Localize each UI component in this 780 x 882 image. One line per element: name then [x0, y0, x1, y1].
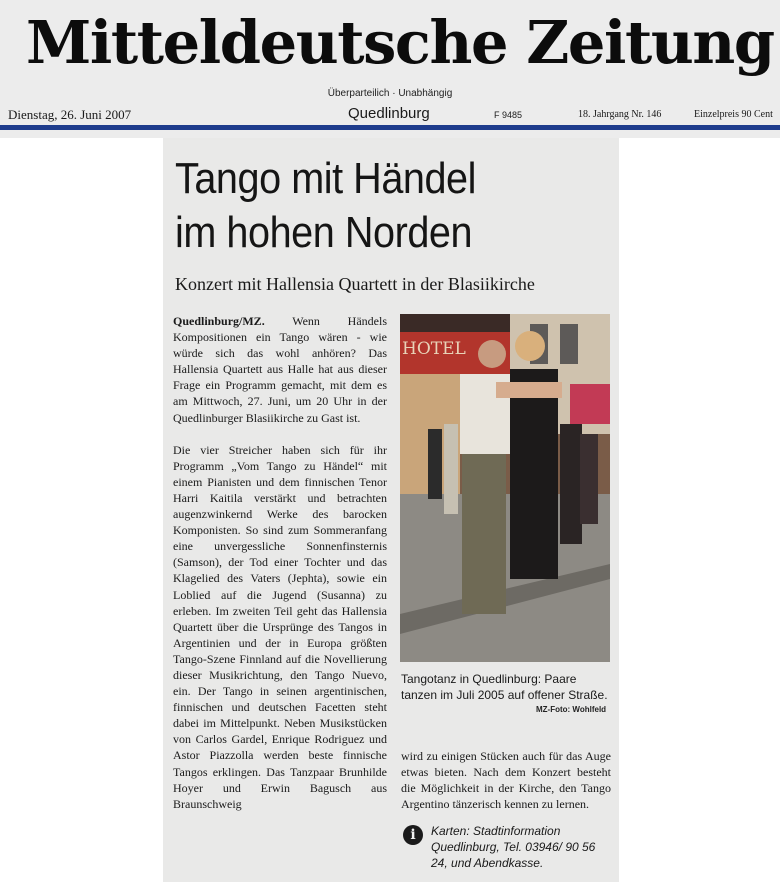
tango-photo — [400, 314, 610, 662]
photo-caption: Tangotanz in Quedlinburg: Paare tanzen im Juli 2005 auf offener Straße. — [401, 672, 608, 702]
article-subheadline: Konzert mit Hallensia Quartett in der Blasiikirche — [175, 274, 535, 294]
tango-photo-illustration — [400, 314, 610, 662]
article-clipping — [163, 138, 619, 882]
volume-number: 18. Jahrgang Nr. 146 — [578, 109, 662, 120]
paragraph-2: Die vier Streicher haben sich für ihr Programm „Vom Tango zu Händel“ mit einem Pianisten und dem finnischen Tenor Harri Kaitila verstärkt und betrachten augenzwinkernd Werke des barocken Komponisten. So sind zum Sommeranfang eine unvergessliche Sonnenfinsternis (Samson), der Tod einer Tochter und das Klagelied des Vaters (Jephta), sowie ein Loblied auf die Jugend (Susanna) zu erleben. Im zweiten Teil geht das Hallensia Quartett über die Ursprünge des Tangos in Argentinien und der in Europa größten Tango-Szene Finnland auf die Novellierung dieser Musikrichtung, den Tango Nuevo, ein. Der Tango in seinen argentinischen, finnischen und deutschen Facetten steht dabei im Mittelpunkt. Neben Musikstücken von Carlos Gardel, Enrique Rodriguez und Astor Piazzolla werden beste finnische Tangos erklingen. Das Tanzpaar Brunhilde Hoyer und Erwin Bagusch aus Braunschweig — [173, 442, 387, 811]
paragraph-1 — [173, 313, 387, 426]
dateline: Quedlinburg/MZ. — [173, 314, 265, 328]
headline-line-2: im hohen Norden — [175, 208, 473, 257]
newspaper-title: Mitteldeutsche Zeitung — [26, 8, 774, 77]
issue-code: F 9485 — [494, 110, 523, 120]
newspaper-tagline: Überparteilich · Unabhängig — [327, 88, 453, 99]
issue-price: Einzelpreis 90 Cent — [694, 109, 773, 120]
article-column-left — [173, 313, 387, 822]
paragraph-3: wird zu einigen Stücken auch für das Auge etwas bieten. Nach dem Konzert besteht die Möglichkeit in der Kirche, den Tango Argentino tänzerisch kennen zu lernen. — [401, 749, 611, 812]
paragraph-1-text: Wenn Händels Kompositionen ein Tango wären - wie würde sich das wohl anhören? Das Hallensia Quartett aus Halle hat aus dieser Frage ein Programm gemacht, mit dem es am Mittwoch, 27. Juni, um 20 Uhr in der Quedlinburger Blasiikirche zu Gast ist. — [173, 314, 387, 425]
masthead-rule — [0, 125, 780, 130]
ticket-info: Karten: Stadtinformation Quedlinburg, Tel. 03946/ 90 56 24, und Abendkasse. — [431, 824, 596, 870]
article-headline — [175, 152, 571, 260]
masthead-info-row — [0, 104, 780, 124]
issue-date: Dienstag, 26. Juni 2007 — [8, 107, 132, 122]
info-icon: i — [403, 825, 423, 845]
photo-credit: MZ-Foto: Wohlfeld — [536, 705, 607, 714]
hotel-sign-text: HOTEL — [402, 339, 466, 359]
article-column-right — [401, 748, 611, 812]
edition-name: Quedlinburg — [348, 105, 430, 122]
masthead — [0, 0, 780, 138]
headline-line-1: Tango mit Händel — [175, 154, 476, 203]
